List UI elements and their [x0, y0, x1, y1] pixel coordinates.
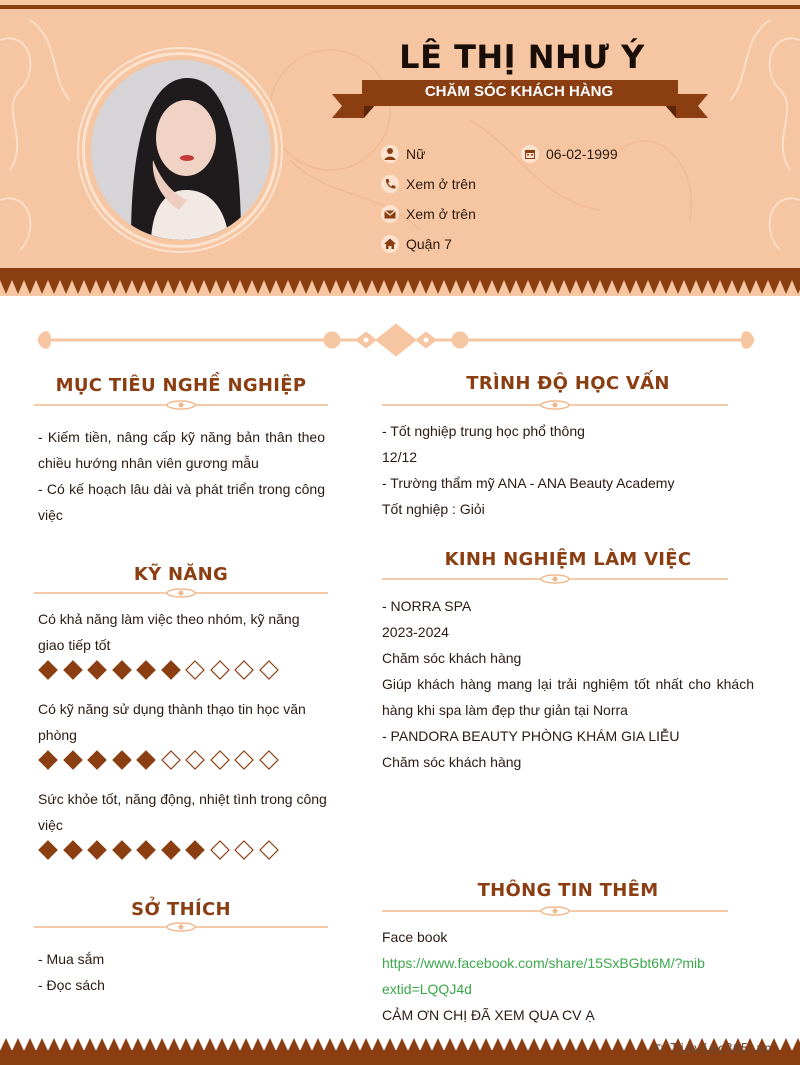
- rating-diamond-empty: [259, 660, 279, 680]
- birthday-row: [520, 144, 618, 164]
- skill-name: Có kỹ năng sử dụng thành thạo tin học văn phòng: [38, 701, 306, 743]
- facebook-label: Face book: [382, 929, 448, 945]
- skill-rating: [38, 660, 279, 680]
- rating-diamond-filled: [63, 840, 83, 860]
- rating-diamond-filled: [185, 840, 205, 860]
- rating-diamond-empty: [210, 660, 230, 680]
- skill-rating: [38, 750, 279, 770]
- education-line: Tốt nghiệp : Giỏi: [382, 501, 485, 517]
- rating-diamond-filled: [112, 660, 132, 680]
- rating-diamond-empty: [234, 840, 254, 860]
- education-line: 12/12: [382, 449, 418, 465]
- experience-line: Chăm sóc khách hàng: [382, 754, 522, 770]
- phone-icon: [380, 174, 400, 194]
- email-value: Xem ở trên: [406, 206, 476, 222]
- rating-diamond-filled: [87, 840, 107, 860]
- objective-content: [38, 424, 325, 528]
- phone-value: Xem ở trên: [406, 176, 476, 192]
- profile-photo: [91, 60, 271, 240]
- objective-title: MỤC TIÊU NGHỀ NGHIỆP: [55, 375, 307, 396]
- rating-diamond-filled: [63, 750, 83, 770]
- phone-row: [380, 174, 476, 194]
- rating-diamond-empty: [259, 840, 279, 860]
- rating-diamond-empty: [210, 750, 230, 770]
- rating-diamond-filled: [38, 750, 58, 770]
- education-line: - Trường thẩm mỹ ANA - ANA Beauty Academy: [382, 475, 675, 491]
- calendar-icon: [520, 144, 540, 164]
- header-zigzag-border: [0, 268, 800, 296]
- home-icon: [380, 234, 400, 254]
- additional-content: [382, 924, 712, 1028]
- rating-diamond-empty: [234, 660, 254, 680]
- rating-diamond-filled: [112, 840, 132, 860]
- hobby-item: - Mua sắm: [38, 951, 105, 967]
- objective-divider: [34, 399, 328, 411]
- watermark: © Timviec365.vn: [654, 1042, 772, 1057]
- experience-title: KINH NGHIỆM LÀM VIỆC: [444, 549, 692, 570]
- skills-divider: [34, 587, 328, 599]
- rating-diamond-filled: [112, 750, 132, 770]
- hobbies-divider: [34, 921, 328, 933]
- education-title: TRÌNH ĐỘ HỌC VẤN: [466, 373, 670, 394]
- rating-diamond-filled: [136, 660, 156, 680]
- skill-name: Có khả năng làm việc theo nhóm, kỹ năng giao tiếp tốt: [38, 611, 300, 653]
- experience-content: [382, 593, 754, 775]
- position-title: CHĂM SÓC KHÁCH HÀNG: [424, 83, 614, 100]
- mail-icon: [380, 204, 400, 224]
- email-row: [380, 204, 476, 224]
- experience-line: 2023-2024: [382, 624, 449, 640]
- rating-diamond-empty: [185, 660, 205, 680]
- experience-line: - NORRA SPA: [382, 598, 472, 614]
- rating-diamond-filled: [161, 660, 181, 680]
- additional-divider: [382, 905, 728, 917]
- gender-value: Nữ: [406, 146, 426, 162]
- address-row: [380, 234, 452, 254]
- experience-line: - PANDORA BEAUTY PHÒNG KHÁM GIA LIỄU: [382, 728, 680, 744]
- gender-row: [380, 144, 425, 164]
- rating-diamond-filled: [87, 750, 107, 770]
- experience-line: Chăm sóc khách hàng: [382, 650, 522, 666]
- additional-title: THÔNG TIN THÊM: [477, 880, 659, 901]
- rating-diamond-filled: [38, 840, 58, 860]
- rating-diamond-filled: [63, 660, 83, 680]
- skill-rating: [38, 840, 279, 860]
- header-banner: [0, 0, 800, 296]
- experience-line: Giúp khách hàng mang lại trải nghiệm tốt nhất cho khách hàng khi spa làm đẹp thư giản tại Norra: [382, 676, 754, 718]
- thanks-note: CẢM ƠN CHỊ ĐÃ XEM QUA CV Ạ: [382, 1007, 595, 1023]
- objective-line: - Kiếm tiền, nâng cấp kỹ năng bản thân theo chiều hướng nhân viên gương mẫu: [38, 429, 325, 471]
- education-divider: [382, 399, 728, 411]
- objective-line: - Có kế hoạch lâu dài và phát triển trong công việc: [38, 481, 325, 523]
- rating-diamond-empty: [259, 750, 279, 770]
- education-line: - Tốt nghiệp trung học phổ thông: [382, 423, 585, 439]
- hobbies-title: SỞ THÍCH: [131, 899, 231, 920]
- rating-diamond-empty: [185, 750, 205, 770]
- rating-diamond-empty: [161, 750, 181, 770]
- rating-diamond-empty: [210, 840, 230, 860]
- rating-diamond-filled: [136, 840, 156, 860]
- experience-divider: [382, 573, 728, 585]
- user-icon: [380, 144, 400, 164]
- rating-diamond-filled: [87, 660, 107, 680]
- rating-diamond-empty: [234, 750, 254, 770]
- facebook-link[interactable]: https://www.facebook.com/share/15SxBGbt6M/?mibextid=LQQJ4d: [382, 955, 705, 997]
- top-divider-ornament: [36, 322, 756, 358]
- education-content: [382, 418, 756, 522]
- rating-diamond-filled: [161, 840, 181, 860]
- rating-diamond-filled: [136, 750, 156, 770]
- rating-diamond-filled: [38, 660, 58, 680]
- skill-name: Sức khỏe tốt, năng động, nhiệt tình trong công việc: [38, 791, 327, 833]
- skills-title: KỸ NĂNG: [133, 564, 229, 585]
- address-value: Quận 7: [406, 236, 452, 252]
- hobbies-list: [38, 946, 328, 998]
- candidate-name: LÊ THỊ NHƯ Ý: [399, 38, 645, 76]
- birthday-value: 06-02-1999: [546, 146, 618, 162]
- hobby-item: - Đọc sách: [38, 977, 105, 993]
